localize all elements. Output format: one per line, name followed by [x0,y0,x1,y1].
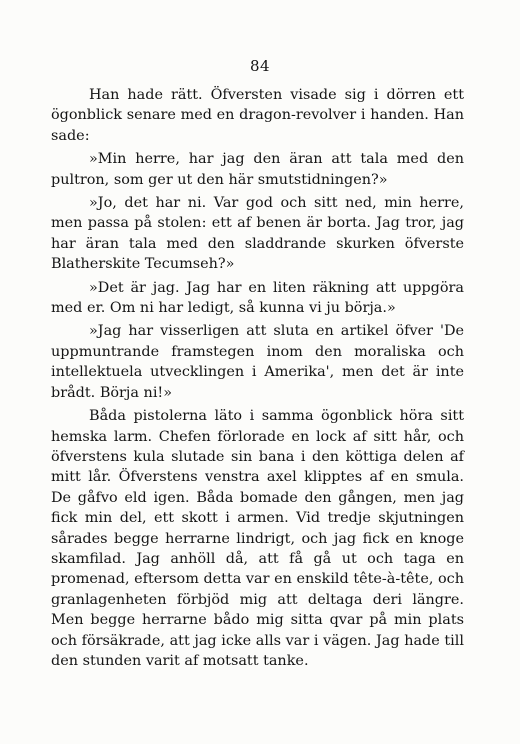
body-text [51,85,464,671]
paragraph-1: Han hade rätt. Öfversten visade sig i dörren ett ögonblick senare med en dragon-revolver i handen. Han sade: [51,87,464,144]
paragraph-4: »Det är jag. Jag har en liten räkning att uppgöra med er. Om ni har ledigt, så kunna vi ju börja.» [51,279,464,317]
paragraph-6: Båda pistolerna läto i samma ögonblick höra sitt hemska larm. Chefen förlorade en lock af sitt hår, och öfverstens kula slutade sin bana i den köttiga delen af mitt lår. Öfverstens venstra axel klipptes af en smula. De gåfvo eld igen. Båda bomade den gången, men jag fick min del, ett skott i armen. Vid tredje skjutningen sårades begge herrarne lindrigt, och jag fick en knoge skamfilad. Jag anhöll då, att få gå ut och taga en promenad, eftersom detta var en enskild tête-à-tête, och granlagenheten förbjöd mig att deltaga deri längre. Men begge herrarne bådo mig sitta qvar på min plats och försäkrade, att jag icke alls var i vägen. Jag hade till den stunden varit af motsatt tanke. [51,408,464,669]
paragraph-2: »Min herre, har jag den äran att tala med den pultron, som ger ut den här smutstidningen?» [51,151,464,188]
page-number: 84 [249,57,271,75]
paragraph-3: »Jo, det har ni. Var god och sitt ned, min herre, men passa på stolen: ett af benen är borta. Jag tror, jag har äran tala med den sladdrande skurken öfverste Blatherskite Tecumseh?» [51,195,464,273]
paragraph-5: »Jag har visserligen att sluta en artikel öfver 'De uppmuntrande framstegen inom den moraliska och intellektuela utvecklingen i Amerika', men det är inte brådt. Börja ni!» [51,323,464,401]
